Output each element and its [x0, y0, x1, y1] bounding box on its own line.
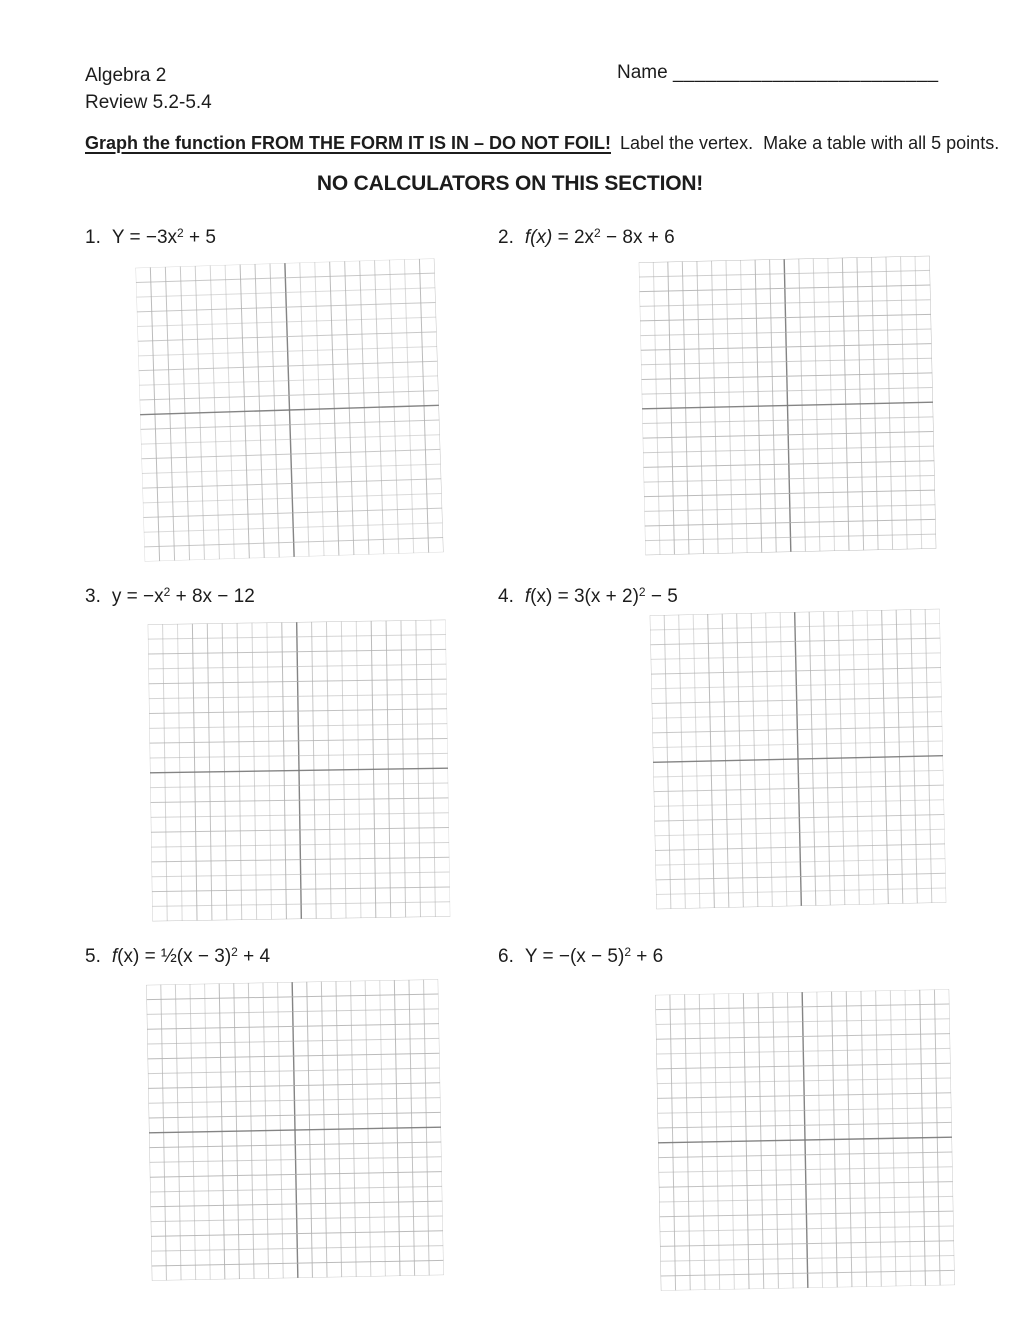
- problem-4-label: [498, 581, 678, 608]
- formula-text: y = −x: [111, 586, 164, 607]
- formula-text: f: [111, 946, 118, 967]
- formula-exponent: 2: [594, 226, 601, 240]
- formula-text: = 2x: [552, 227, 595, 248]
- formula-text: Y = −(x − 5): [524, 946, 625, 967]
- problem-formula: [112, 946, 270, 967]
- problem-3-label: [85, 581, 255, 608]
- problem-number: 2.: [498, 227, 514, 248]
- graph-grid-5: [146, 979, 444, 1281]
- instruction: [85, 133, 999, 154]
- formula-exponent: 2: [638, 585, 646, 599]
- formula-text: − 8x + 6: [600, 227, 675, 248]
- problem-formula: [112, 586, 255, 607]
- problem-2-label: [498, 222, 675, 249]
- formula-text: − 5: [645, 586, 678, 607]
- formula-exponent: 2: [231, 945, 238, 959]
- formula-text: f: [524, 586, 531, 607]
- formula-exponent: 2: [624, 945, 631, 959]
- name-row: [617, 62, 939, 84]
- problem-number: 4.: [498, 586, 514, 607]
- problem-number: 1.: [85, 227, 101, 248]
- formula-text: (x) = ½(x − 3): [117, 946, 232, 967]
- no-calculators-banner: NO CALCULATORS ON THIS SECTION!: [316, 172, 704, 195]
- graph-grid-3: [148, 620, 451, 922]
- graph-grid-6: [655, 989, 955, 1291]
- problem-formula: [112, 227, 216, 248]
- formula-exponent: 2: [177, 226, 184, 240]
- problem-formula: [525, 227, 675, 248]
- problem-number: 6.: [498, 946, 514, 967]
- course-title: Algebra 2: [85, 65, 167, 86]
- formula-text: + 5: [183, 227, 216, 248]
- instruction-note: Label the vertex. Make a table with all 5 points.: [619, 133, 1000, 153]
- problem-number: 5.: [85, 946, 101, 967]
- review-title: Review 5.2-5.4: [85, 92, 212, 113]
- name-label: Name: [617, 62, 668, 83]
- problem-6-label: [498, 941, 663, 968]
- formula-text: Y = −3x: [111, 227, 178, 248]
- formula-text: (x) = 3(x + 2): [530, 586, 639, 607]
- instruction-emphasis: Graph the function FROM THE FORM IT IS IN – DO NOT FOIL!: [85, 133, 611, 153]
- formula-text: + 4: [237, 946, 271, 967]
- formula-text: + 6: [631, 946, 664, 967]
- formula-text: + 8x − 12: [170, 586, 255, 607]
- formula-text: f(x): [524, 227, 553, 248]
- name-blank: ________________________: [672, 62, 939, 83]
- formula-exponent: 2: [163, 585, 171, 599]
- problem-5-label: [85, 941, 270, 968]
- graph-grid-1: [135, 258, 443, 561]
- problem-formula: [525, 946, 663, 967]
- graph-grid-2: [639, 256, 937, 556]
- problem-1-label: [85, 222, 216, 249]
- problem-formula: [525, 586, 678, 607]
- problem-number: 3.: [85, 586, 101, 607]
- graph-grid-4: [650, 609, 947, 910]
